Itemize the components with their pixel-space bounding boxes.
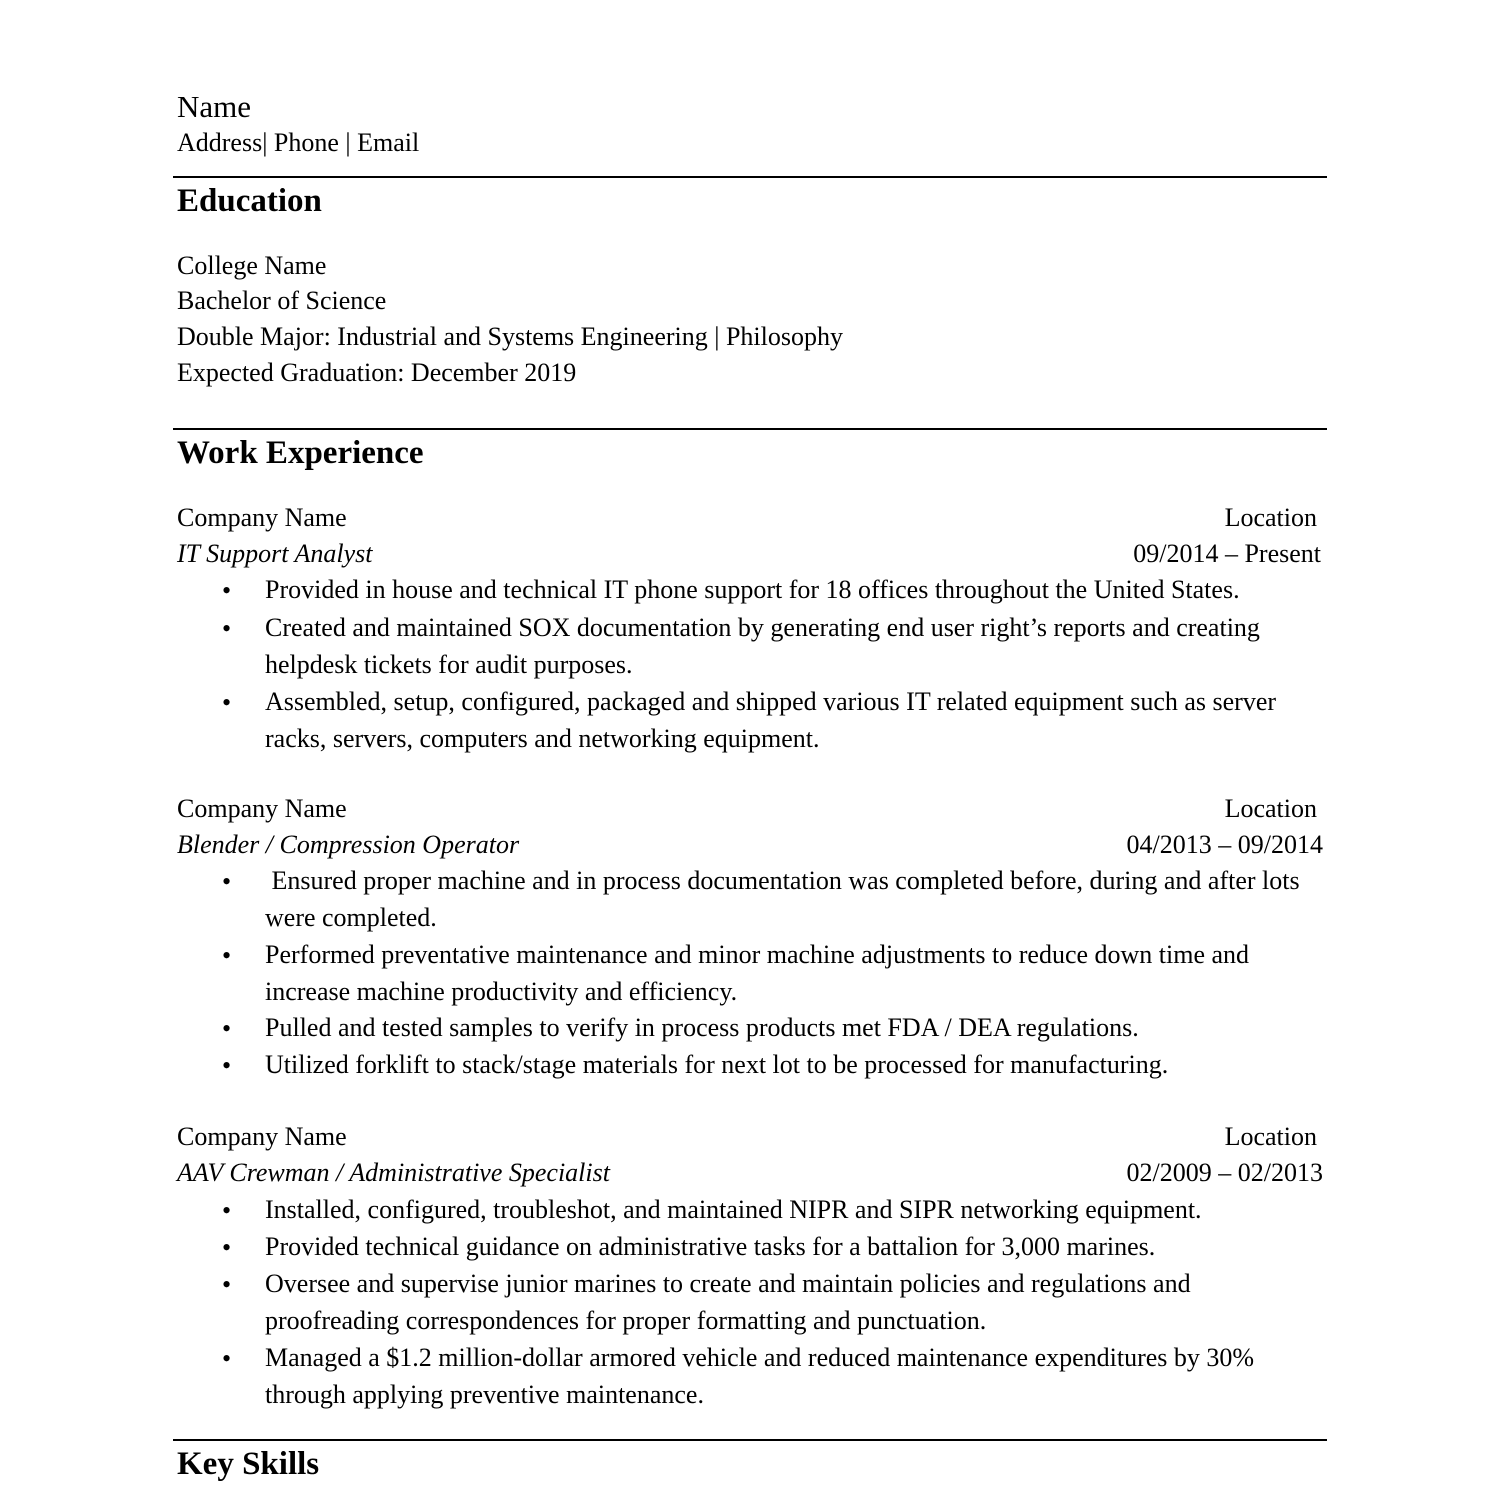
divider xyxy=(173,428,1327,430)
bullet-dot: • xyxy=(222,614,232,643)
job-bullet: Assembled, setup, configured, packaged and shipped various IT related equipment such as server racks, servers, computers and networking equipment. xyxy=(265,687,1277,753)
section-heading-work: Work Experience xyxy=(177,435,424,471)
job-bullet: Managed a $1.2 million-dollar armored vehicle and reduced maintenance expenditures by 30% through applying preventive maintenance. xyxy=(265,1343,1255,1409)
job-bullet: Pulled and tested samples to verify in process products met FDA / DEA regulations. xyxy=(265,1013,1139,1042)
bullet-dot: • xyxy=(222,1233,232,1262)
job-dates: 09/2014 – Present xyxy=(1133,539,1321,568)
section-heading-education: Education xyxy=(177,183,322,219)
job-bullet: Provided technical guidance on administrative tasks for a battalion for 3,000 marines. xyxy=(265,1232,1156,1261)
bullet-dot: • xyxy=(222,1196,232,1225)
bullet-dot: • xyxy=(222,1014,232,1043)
candidate-name: Name xyxy=(177,89,252,124)
bullet-dot: • xyxy=(222,867,232,896)
job-company: Company Name xyxy=(177,503,347,532)
job-bullet: Created and maintained SOX documentation by generating end user right’s reports and creating helpdesk tickets for audit purposes. xyxy=(265,613,1260,679)
job-company: Company Name xyxy=(177,794,347,823)
job-bullet: Provided in house and technical IT phone support for 18 offices throughout the United States. xyxy=(265,575,1240,604)
job-company: Company Name xyxy=(177,1122,347,1151)
job-bullet: Performed preventative maintenance and minor machine adjustments to reduce down time and increase machine productivity and efficiency. xyxy=(265,940,1250,1006)
job-title: Blender / Compression Operator xyxy=(177,830,520,859)
job-bullet: Ensured proper machine and in process documentation was completed before, during and after lots were completed. xyxy=(265,866,1307,932)
divider xyxy=(173,1439,1327,1441)
job-bullet: Oversee and supervise junior marines to create and maintain policies and regulations and proofreading correspondences for proper formatting and punctuation. xyxy=(265,1269,1191,1335)
divider xyxy=(173,176,1327,178)
job-bullet: Installed, configured, troubleshot, and maintained NIPR and SIPR networking equipment. xyxy=(265,1195,1202,1224)
job-location: Location xyxy=(1224,1122,1317,1151)
bullet-dot: • xyxy=(222,941,232,970)
job-dates: 04/2013 – 09/2014 xyxy=(1126,830,1323,859)
bullet-dot: • xyxy=(222,1344,232,1373)
college-name: College Name xyxy=(177,251,327,280)
job-title: AAV Crewman / Administrative Specialist xyxy=(177,1158,610,1187)
job-dates: 02/2009 – 02/2013 xyxy=(1126,1158,1323,1187)
major: Double Major: Industrial and Systems Engineering | Philosophy xyxy=(177,322,843,351)
section-heading-skills: Key Skills xyxy=(177,1446,320,1482)
job-location: Location xyxy=(1224,503,1317,532)
bullet-dot: • xyxy=(222,1270,232,1299)
bullet-dot: • xyxy=(222,1051,232,1080)
graduation: Expected Graduation: December 2019 xyxy=(177,358,577,387)
contact-line: Address| Phone | Email xyxy=(177,128,420,157)
job-bullet: Utilized forklift to stack/stage materials for next lot to be processed for manufacturing. xyxy=(265,1050,1169,1079)
degree: Bachelor of Science xyxy=(177,286,387,315)
job-title: IT Support Analyst xyxy=(177,539,373,568)
bullet-dot: • xyxy=(222,576,232,605)
bullet-dot: • xyxy=(222,688,232,717)
job-location: Location xyxy=(1224,794,1317,823)
